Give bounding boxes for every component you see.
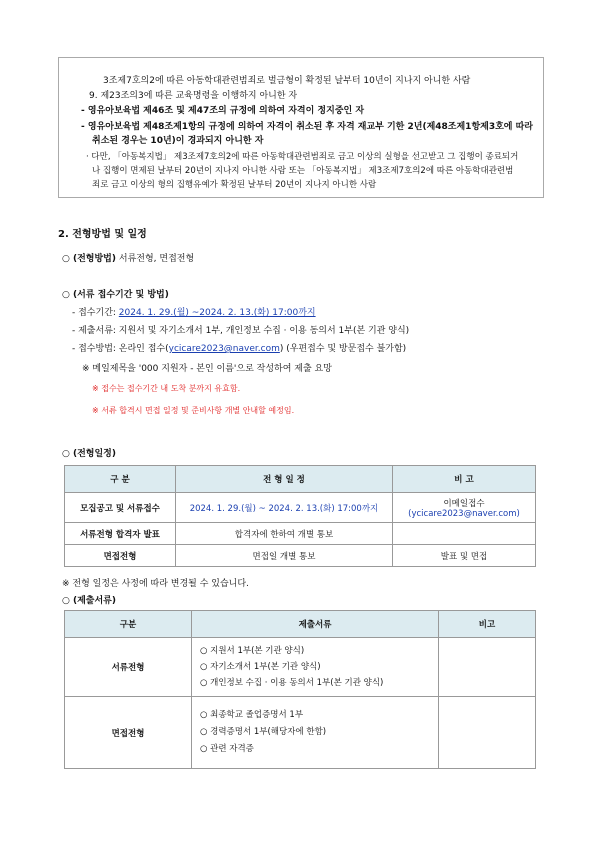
box-note-c: 죄로 금고 이상의 형의 집행유예가 확정된 날부터 20년이 지나지 아니한 사람: [92, 180, 377, 190]
box-line-2: 9. 제23조의3에 따른 교육명령을 이행하지 아니한 자: [89, 91, 298, 101]
documents-header: 제출서류: [192, 611, 439, 638]
list-item: ○ 개인정보 수집 · 이용 동의서 1부(본 기관 양식): [200, 678, 384, 688]
documents-note: [439, 638, 536, 697]
box-bullet-2b: 취소된 경우는 10년)이 경과되지 아니한 자: [92, 136, 264, 146]
list-item: ○ 지원서 1부(본 기관 양식): [200, 646, 305, 656]
documents-header: 구분: [65, 611, 192, 638]
box-bullet-1: - 영유아보육법 제46조 및 제47조의 규정에 의하여 자격이 정지중인 자: [81, 106, 365, 116]
apply-note-1: ※ 메일제목을 '000 지원자 - 본인 이름'으로 작성하여 제출 요망: [82, 364, 332, 374]
schedule-cell: 면접전형: [65, 545, 176, 567]
schedule-table: [64, 465, 536, 567]
documents-table: [64, 610, 536, 769]
schedule-cell: 서류전형 합격자 발표: [65, 523, 176, 545]
list-item: ○ 최종학교 졸업증명서 1부: [200, 710, 304, 720]
documents-category: 면접전형: [65, 697, 192, 769]
schedule-header: 전 형 일 정: [176, 466, 393, 493]
apply-method-suffix: ) (우편접수 및 방문접수 불가함): [279, 344, 407, 354]
apply-label: ○ (서류 접수기간 및 방법): [62, 290, 169, 300]
method-row: [62, 251, 194, 264]
table-row: [65, 545, 536, 567]
schedule-header-row: [65, 466, 536, 493]
list-item: ○ 경력증명서 1부(해당자에 한함): [200, 727, 327, 737]
apply-note-3: ※ 서류 합격시 면접 일정 및 준비사항 개별 안내할 예정임.: [92, 406, 295, 415]
schedule-note-email: (ycicare2023@naver.com): [408, 508, 520, 519]
table-row: [65, 697, 536, 769]
box-note-a: · 다만, 「아동복지법」 제3조제7호의2에 따른 아동학대관련범죄로 금고 이상의 실형을 선고받고 그 집행이 종료되거: [86, 152, 519, 162]
schedule-label: ○ (전형일정): [62, 449, 116, 459]
list-item: ○ 관련 자격증: [200, 744, 254, 754]
apply-period-value: 2024. 1. 29.(월) ~2024. 2. 13.(화) 17:00까지: [118, 308, 316, 318]
schedule-cell: 모집공고 및 서류접수: [65, 493, 176, 523]
section-title: 2. 전형방법 및 일정: [58, 229, 147, 240]
schedule-header: 구 분: [65, 466, 176, 493]
method-label: ○ (전형방법): [62, 254, 116, 264]
schedule-note: 이메일접수: [443, 498, 485, 509]
apply-method: [72, 341, 406, 354]
schedule-header: 비 고: [393, 466, 536, 493]
documents-note: [439, 697, 536, 769]
schedule-cell: 2024. 1. 29.(월) ~ 2024. 2. 13.(화) 17:00까지: [176, 493, 393, 523]
documents-header: 비고: [439, 611, 536, 638]
schedule-cell: 면접일 개별 통보: [176, 545, 393, 567]
box-note-b: 나 집행이 면제된 날부터 20년이 지나지 아니한 사람 또는 「아동복지법」 제3조제7호의2에 따른 아동학대관련범: [92, 166, 514, 176]
schedule-footnote: ※ 전형 일정은 사정에 따라 변경될 수 있습니다.: [62, 579, 249, 589]
documents-items: [192, 697, 439, 769]
list-item: ○ 자기소개서 1부(본 기관 양식): [200, 662, 321, 672]
schedule-cell: [393, 523, 536, 545]
table-row: [65, 493, 536, 523]
apply-method-prefix: - 접수방법: 온라인 접수(: [72, 344, 169, 354]
apply-period: [72, 305, 316, 318]
documents-category: 서류전형: [65, 638, 192, 697]
method-value: 서류전형, 면접전형: [118, 254, 195, 264]
documents-header-row: [65, 611, 536, 638]
apply-email-link[interactable]: ycicare2023@naver.com: [168, 344, 280, 354]
table-row: [65, 523, 536, 545]
documents-label: ○ (제출서류): [62, 596, 116, 606]
box-bullet-2a: - 영유아보육법 제48조제1항의 규정에 의하여 자격이 취소된 후 자격 재교부 기한 2년(제48조제1항제3호에 따라: [81, 122, 534, 132]
documents-items: [192, 638, 439, 697]
schedule-cell: 합격자에 한하여 개별 통보: [176, 523, 393, 545]
apply-note-2: ※ 접수는 접수기간 내 도착 분까지 유효함.: [92, 384, 241, 393]
schedule-cell: 발표 및 면접: [393, 545, 536, 567]
table-row: [65, 638, 536, 697]
apply-docs: - 제출서류: 지원서 및 자기소개서 1부, 개인정보 수집 · 이용 동의서 1부(본 기관 양식): [72, 326, 410, 336]
box-line-1: 3조제7호의2에 따른 아동학대관련범죄로 벌금형이 확정된 날부터 10년이 지나지 아니한 사람: [103, 76, 471, 86]
schedule-cell: [393, 493, 536, 523]
apply-period-label: - 접수기간:: [72, 308, 116, 318]
